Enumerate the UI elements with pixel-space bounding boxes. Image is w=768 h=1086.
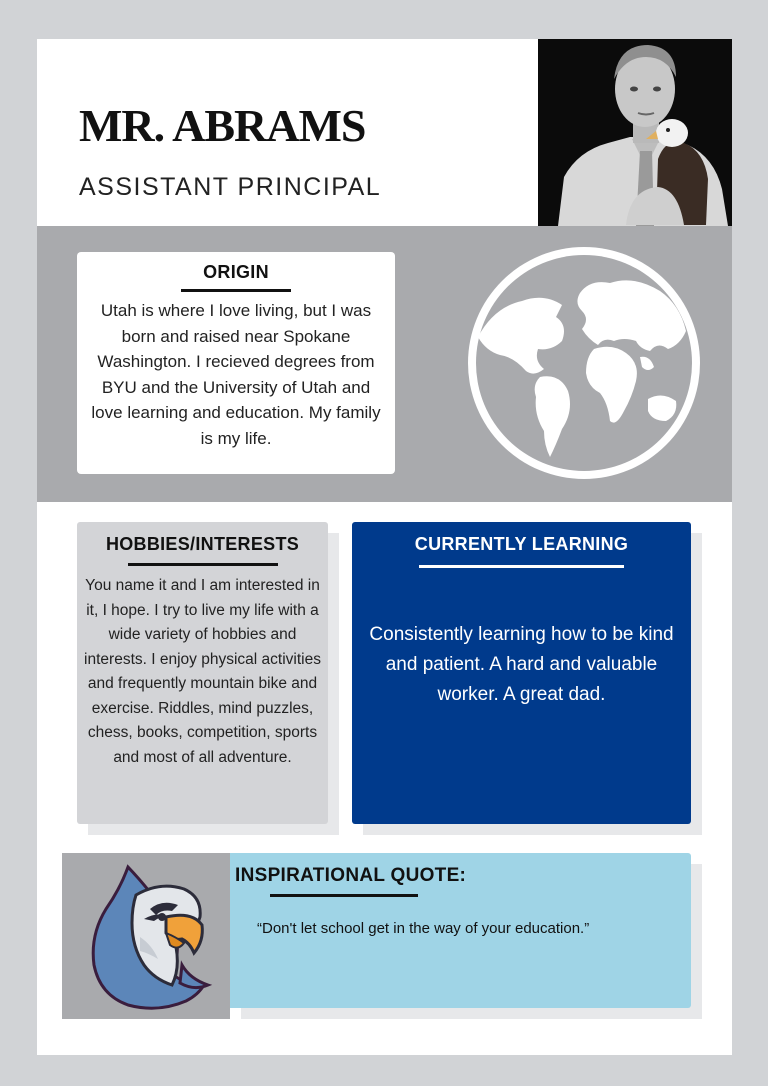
quote-text: “Don't let school get in the way of your education.” <box>257 920 590 937</box>
hobbies-title: HOBBIES/INTERESTS <box>105 534 300 554</box>
origin-underline <box>181 289 291 292</box>
learning-card <box>352 522 691 824</box>
globe-icon <box>464 245 704 490</box>
learning-text: Consistently learning how to be kind and patient. A hard and valuable worker. A great dad. <box>369 624 674 705</box>
quote-title: INSPIRATIONAL QUOTE: <box>235 865 467 886</box>
quote-card <box>230 853 691 1008</box>
mascot-panel <box>62 853 230 1019</box>
hobbies-card <box>77 522 328 824</box>
origin-text: Utah is where I love living, but I was born and raised near Spokane Washington. I recieved degrees from BYU and the University of Utah and love learning and education. My family is my life. <box>91 301 381 448</box>
page-title: MR. ABRAMS <box>79 100 366 151</box>
origin-title: ORIGIN <box>203 262 269 282</box>
job-title: ASSISTANT PRINCIPAL <box>79 173 382 201</box>
learning-title: CURRENTLY LEARNING <box>414 534 629 554</box>
profile-page <box>37 39 732 1055</box>
hobbies-text: You name it and I am interested in it, I hope. I try to live my life with a wide variety of hobbies and interests. I enjoy physical activities and frequently mountain bike and exercise. Riddles, mind puzzles, chess, books, competition, sports and most of all adventure. <box>84 577 321 766</box>
origin-card <box>77 252 395 474</box>
profile-photo <box>538 39 732 226</box>
hobbies-underline <box>128 563 278 566</box>
learning-underline <box>419 565 624 568</box>
quote-underline <box>270 894 418 897</box>
eagle-mascot-logo <box>62 853 230 1019</box>
